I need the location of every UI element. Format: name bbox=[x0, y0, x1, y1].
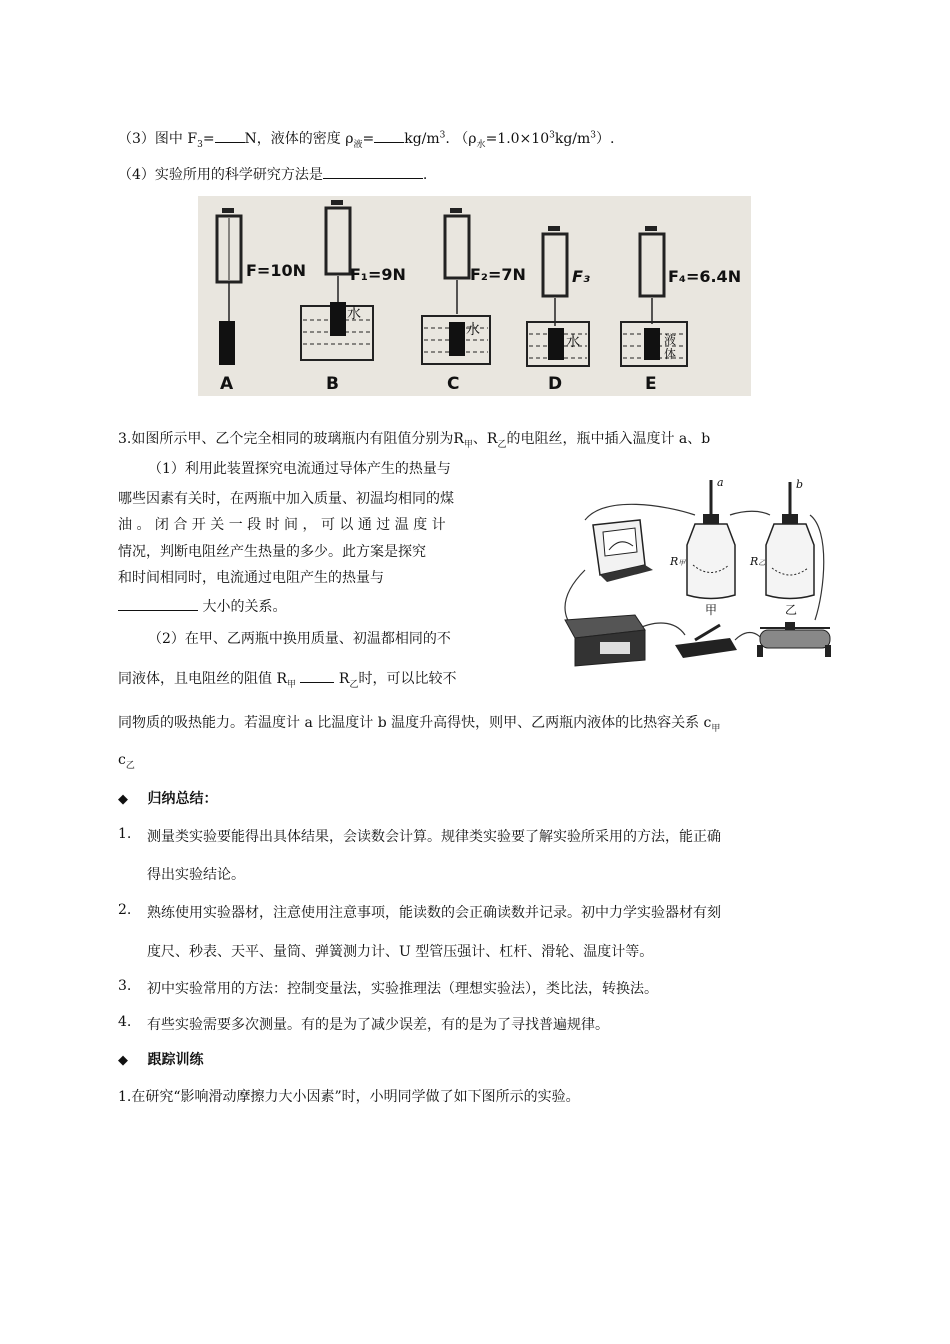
q3-p1-line5: 和时间相同时，电流通过电阻产生的热量与 bbox=[118, 570, 384, 586]
answer-blank[interactable] bbox=[215, 128, 245, 143]
diamond-bullet-icon: ◆ bbox=[118, 792, 128, 807]
summary-item-line: 得出实验结论。 bbox=[147, 867, 245, 883]
switch bbox=[675, 625, 737, 658]
q3-p2-line2: 同液体，且电阻丝的阻值 $R_甲$ $R_乙$时，可以比较不 bbox=[118, 668, 456, 690]
power-supply bbox=[565, 615, 645, 666]
svg-text:F₁=9N: F₁=9N bbox=[350, 265, 406, 284]
svg-text:R甲: R甲 bbox=[670, 555, 686, 568]
circuit-illustration bbox=[545, 470, 835, 670]
svg-text:水: 水 bbox=[566, 334, 580, 350]
q3-p1-line6: 大小的关系。 bbox=[118, 596, 286, 616]
rheostat bbox=[757, 622, 831, 657]
svg-text:A: A bbox=[220, 374, 234, 394]
summary-item-line: 初中实验常用的方法：控制变量法，实验推理法（理想实验法），类比法，转换法。 bbox=[147, 981, 658, 997]
answer-blank[interactable] bbox=[323, 164, 423, 179]
svg-text:F₄=6.4N: F₄=6.4N bbox=[668, 267, 742, 286]
q3-p2-line1: （2）在甲、乙两瓶中换用质量、初温都相同的不 bbox=[148, 631, 451, 647]
answer-blank[interactable] bbox=[374, 128, 404, 143]
answer-blank[interactable] bbox=[118, 596, 198, 611]
q2-line4: （4）实验所用的科学研究方法是 . bbox=[118, 164, 427, 184]
svg-text:液: 液 bbox=[664, 333, 677, 347]
q3-intro: 3.如图所示甲、乙个完全相同的玻璃瓶内有阻值分别为$R_甲$、$R_乙$的电阻丝，瓶中插入温度计 a、b bbox=[118, 431, 711, 450]
q3-p2-line3: 同物质的吸热能力。若温度计 a 比温度计 b 温度升高得快，则甲、乙两瓶内液体的比热容关系 $c_甲$ bbox=[118, 715, 721, 734]
scale-a bbox=[217, 208, 306, 394]
summary-item-line: 测量类实验要能得出具体结果，会读数会计算。规律类实验要了解实验所采用的方法，能正确 bbox=[147, 829, 721, 845]
svg-text:B: B bbox=[326, 374, 339, 394]
answer-blank[interactable] bbox=[300, 668, 334, 683]
svg-text:E: E bbox=[645, 374, 657, 394]
bottle-yi bbox=[749, 478, 814, 617]
svg-text:F₂=7N: F₂=7N bbox=[470, 265, 526, 284]
scale-e bbox=[621, 226, 741, 394]
svg-text:乙: 乙 bbox=[785, 603, 798, 617]
tracking-heading: ◆ 跟踪训练 bbox=[118, 1052, 204, 1068]
spring-scale-figure bbox=[198, 196, 751, 396]
spring-scale-illustration bbox=[198, 196, 751, 396]
summary-item-num: 1. bbox=[118, 826, 132, 842]
svg-text:F₃: F₃ bbox=[572, 267, 590, 286]
scale-b bbox=[301, 200, 406, 394]
q3-p1-line4: 情况，判断电阻丝产生热量的多少。此方案是探究 bbox=[118, 544, 426, 560]
scale-d bbox=[527, 226, 590, 394]
ammeter bbox=[593, 520, 653, 582]
svg-text:甲: 甲 bbox=[705, 603, 718, 617]
summary-item-line: 有些实验需要多次测量。有的是为了减少误差，有的是为了寻找普遍规律。 bbox=[147, 1017, 609, 1033]
q3-p1-line3: 油 。 闭 合 开 关 一 段 时 间 ， 可 以 通 过 温 度 计 bbox=[118, 517, 446, 533]
summary-item-num: 2. bbox=[118, 902, 132, 918]
diamond-bullet-icon: ◆ bbox=[118, 1053, 128, 1068]
summary-item-num: 3. bbox=[118, 978, 132, 994]
svg-text:R乙: R乙 bbox=[750, 555, 766, 568]
svg-text:C: C bbox=[447, 374, 460, 394]
q3-p2-line4: $c_乙$ bbox=[118, 752, 135, 771]
summary-item-line: 熟练使用实验器材，注意使用注意事项，能读数的会正确读数并记录。初中力学实验器材有刻 bbox=[147, 905, 721, 921]
bottle-jia bbox=[669, 476, 735, 617]
q2-line3: （3）图中 $F_3= N$，液体的密度 $\rho_液= kg/m^3$. $(\rho_水=1.0\times 10^3kg/m^3)$. bbox=[118, 128, 614, 150]
svg-text:水: 水 bbox=[347, 306, 361, 322]
scale-c bbox=[422, 208, 526, 394]
circuit-figure bbox=[545, 470, 835, 670]
svg-text:体: 体 bbox=[664, 347, 677, 361]
svg-text:D: D bbox=[548, 374, 563, 394]
summary-heading: ◆ 归纳总结： bbox=[118, 791, 218, 807]
tracking-question-1: 1.在研究“影响滑动摩擦力大小因素”时，小明同学做了如下图所示的实验。 bbox=[118, 1089, 580, 1105]
svg-text:F=10N: F=10N bbox=[246, 261, 306, 280]
svg-text:b: b bbox=[796, 478, 804, 491]
summary-item-line: 度尺、秒表、天平、量筒、弹簧测力计、U 型管压强计、杠杆、滑轮、温度计等。 bbox=[147, 944, 654, 960]
q3-p1-line1: （1）利用此装置探究电流通过导体产生的热量与 bbox=[148, 461, 451, 477]
q3-p1-line2: 哪些因素有关时，在两瓶中加入质量、初温均相同的煤 bbox=[118, 491, 454, 507]
svg-text:a: a bbox=[717, 476, 724, 489]
summary-item-num: 4. bbox=[118, 1014, 132, 1030]
svg-text:水: 水 bbox=[466, 322, 480, 338]
